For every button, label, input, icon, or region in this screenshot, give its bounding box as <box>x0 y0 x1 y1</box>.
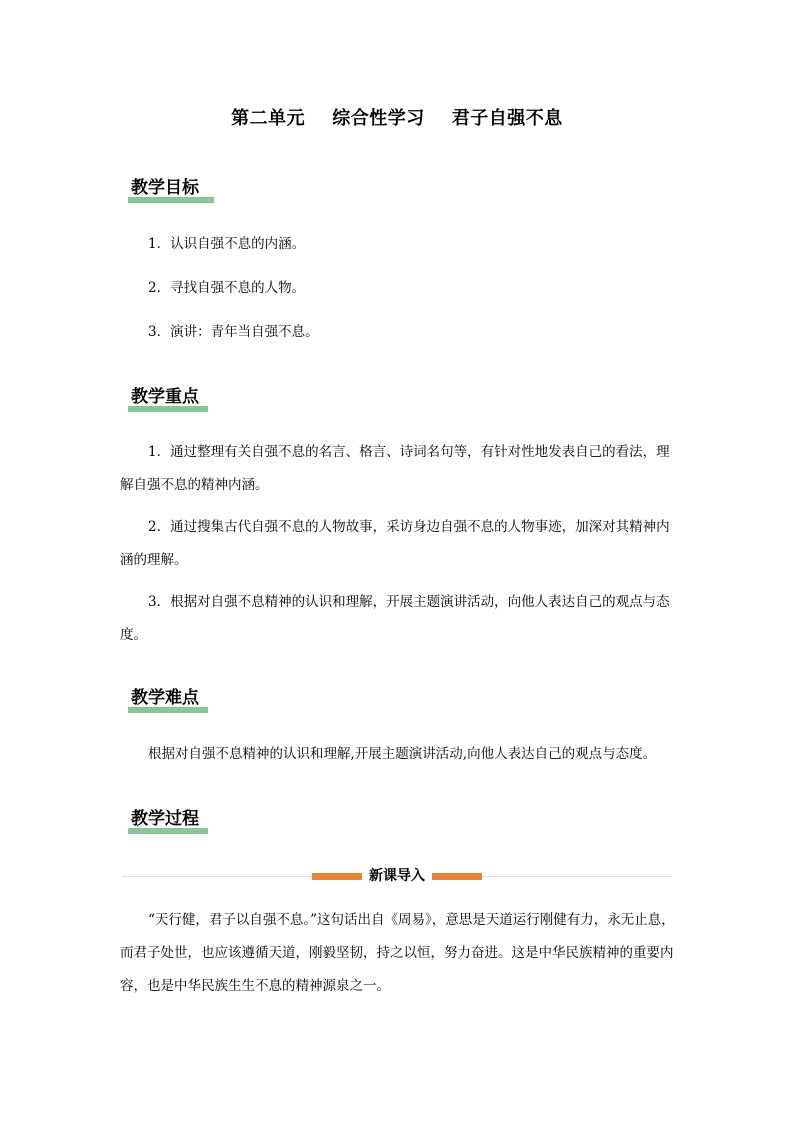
key-point-3: 3．根据对自强不息精神的认识和理解，开展主题演讲活动，向他人表达自己的观点与态度。 <box>120 594 670 643</box>
objective-item-3: 3．演讲：青年当自强不息。 <box>148 324 319 340</box>
intro-paragraph: “天行健，君子以自强不息。”这句话出自《周易》，意思是天道运行刚健有力，永无止息，而君子处世，也应该遵循天道，刚毅坚韧，持之以恒，努力奋进。这是中华民族精神的重要内容，也是中华民族生生不息的精神源泉之一。 <box>120 912 675 994</box>
section-heading-label: 教学过程 <box>131 809 199 829</box>
subheading-bar-right <box>430 873 482 880</box>
section-heading-difficulties <box>128 686 205 712</box>
section-heading-label: 教学目标 <box>131 178 199 198</box>
key-point-2: 2．通过搜集古代自强不息的人物故事，采访身边自强不息的人物事迹，加深对其精神内涵的理解。 <box>120 519 670 568</box>
document-title: 第二单元 综合性学习 君子自强不息 <box>231 108 563 129</box>
section-heading-label: 教学难点 <box>131 688 199 708</box>
subheading-bar-left <box>312 873 364 880</box>
section-heading-label: 教学重点 <box>131 387 199 407</box>
section-heading-process <box>128 807 205 833</box>
key-point-1: 1．通过整理有关自强不息的名言、格言、诗词名句等，有针对性地发表自己的看法，理解自强不息的精神内涵。 <box>120 444 670 493</box>
section-heading-key-points <box>128 385 205 411</box>
section-heading-objectives <box>128 176 205 202</box>
objective-item-2: 2．寻找自强不息的人物。 <box>148 280 306 296</box>
objective-item-1: 1．认识自强不息的内涵。 <box>148 236 306 252</box>
subheading-new-lesson: 新课导入 <box>362 865 432 887</box>
difficulties-text: 根据对自强不息精神的认识和理解,开展主题演讲活动,向他人表达自己的观点与态度。 <box>148 746 657 762</box>
